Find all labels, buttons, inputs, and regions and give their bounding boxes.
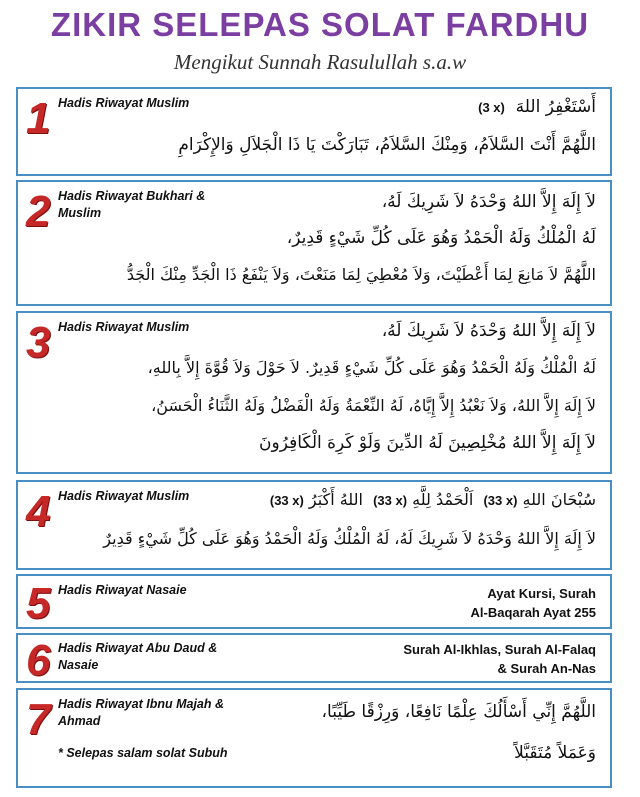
surah-line: Surah Al-Ikhlas, Surah Al-Falaq: [403, 642, 596, 657]
arabic-line: لَهُ الْمُلْكُ وَلَهُ الْحَمْدُ وَهُوَ عَلَى كُلِّ شَيْءٍ قَدِيرٌ. لاَ حَوْلَ وَلاَ قُوَّةَ إِلاَّ بِاللهِ،: [147, 358, 596, 377]
arabic-line: لاَ إِلَهَ إِلاَّ اللهُ مُخْلِصِينَ لَهُ الدِّينَ وَلَوْ كَرِهَ الْكَافِرُونَ: [259, 433, 596, 453]
hadith-source: Hadis Riwayat Muslim: [58, 96, 190, 110]
subuh-note: * Selepas salam solat Subuh: [58, 746, 228, 760]
arabic-line: لاَ إِلَهَ إِلاَّ اللهُ، وَلاَ نَعْبُدُ إِلاَّ إِيَّاهُ، لَهُ النِّعْمَةُ وَلَهُ الْفَضْلُ وَلَهُ الثَّنَاءُ الْحَسَنُ،: [151, 396, 596, 415]
arabic-line: اللَّهُمَّ لاَ مَانِعَ لِمَا أَعْطَيْتَ، وَلاَ مُعْطِيَ لِمَا مَنَعْتَ، وَلاَ يَنْفَعُ ذَا الْجَدِّ مِنْكَ الْجَدُّ: [126, 265, 596, 284]
zikir-card-7: [16, 688, 612, 788]
arabic-line: لاَ إِلَهَ إِلاَّ اللهُ وَحْدَهُ لاَ شَرِيكَ لَهُ،: [381, 192, 596, 212]
arabic-line: [478, 97, 596, 117]
page-title: ZIKIR SELEPAS SOLAT FARDHU: [50, 6, 590, 43]
arabic-line: لاَ إِلَهَ إِلاَّ اللهُ وَحْدَهُ لاَ شَرِيكَ لَهُ،: [381, 321, 596, 341]
repeat-count: (33 x): [269, 493, 304, 508]
item-number: 5: [26, 579, 51, 628]
hadith-source: Hadis Riwayat Nasaie: [58, 583, 187, 597]
zikir-card-1: [16, 87, 612, 176]
arabic-line: لاَ إِلَهَ إِلاَّ اللهُ وَحْدَهُ لاَ شَرِيكَ لَهُ، لَهُ الْمُلْكُ وَلَهُ الْحَمْدُ وَهُوَ عَلَى كُلِّ شَيْءٍ قَدِيرٌ: [103, 529, 596, 548]
zikir-card-5: [16, 574, 612, 629]
zikir-card-2: [16, 180, 612, 306]
arabic-line: اللَّهُمَّ إِنِّي أَسْأَلُكَ عِلْمًا نَافِعًا، وَرِزْقًا طَيِّبًا،: [321, 702, 596, 722]
tasbih-line: [270, 490, 596, 509]
tasbih-text: اَلْحَمْدُ لِلَّهِ: [412, 490, 474, 509]
hadith-source: Hadis Riwayat Abu Daud & Nasaie: [58, 641, 218, 672]
arabic-head: أَسْتَغْفِرُ اللهَ: [515, 97, 596, 117]
surah-line: Al-Baqarah Ayat 255: [470, 605, 596, 620]
surah-line: & Surah An-Nas: [497, 661, 596, 676]
item-number: 2: [26, 187, 51, 236]
tasbih-text: سُبْحَانَ اللهِ: [522, 490, 596, 509]
zikir-card-4: [16, 480, 612, 570]
arabic-line: لَهُ الْمُلْكُ وَلَهُ الْحَمْدُ وَهُوَ عَلَى كُلِّ شَيْءٍ قَدِيرٌ،: [286, 228, 596, 248]
surah-reference: [403, 640, 596, 678]
arabic-line: وَعَمَلاً مُتَقَبَّلاً: [514, 743, 596, 763]
tasbih-text: اللهُ أَكْبَرُ: [308, 490, 363, 509]
hadith-source: Hadis Riwayat Bukhari & Muslim: [58, 189, 206, 220]
item-number: 4: [26, 487, 51, 536]
repeat-count: (3 x): [478, 100, 505, 115]
surah-line: Ayat Kursi, Surah: [487, 586, 596, 601]
repeat-count: (33 x): [483, 493, 518, 508]
surah-reference: [471, 584, 596, 622]
item-number: 6: [26, 636, 51, 685]
item-number: 3: [26, 318, 51, 367]
repeat-count: (33 x): [373, 493, 408, 508]
item-number: 1: [26, 94, 51, 143]
arabic-line: اللَّهُمَّ أَنْتَ السَّلاَمُ، وَمِنْكَ السَّلاَمُ، تَبَارَكْتَ يَا ذَا الْجَلاَلِ وَالإِكْرَامِ: [178, 135, 596, 155]
zikir-card-3: [16, 311, 612, 474]
hadith-source: Hadis Riwayat Ibnu Majah & Ahmad: [58, 697, 225, 728]
hadith-source: Hadis Riwayat Muslim: [58, 489, 190, 503]
item-number: 7: [26, 695, 51, 744]
hadith-source: Hadis Riwayat Muslim: [58, 320, 190, 334]
zikir-card-6: [16, 633, 612, 683]
page-subtitle: Mengikut Sunnah Rasulullah s.a.w: [173, 50, 467, 74]
